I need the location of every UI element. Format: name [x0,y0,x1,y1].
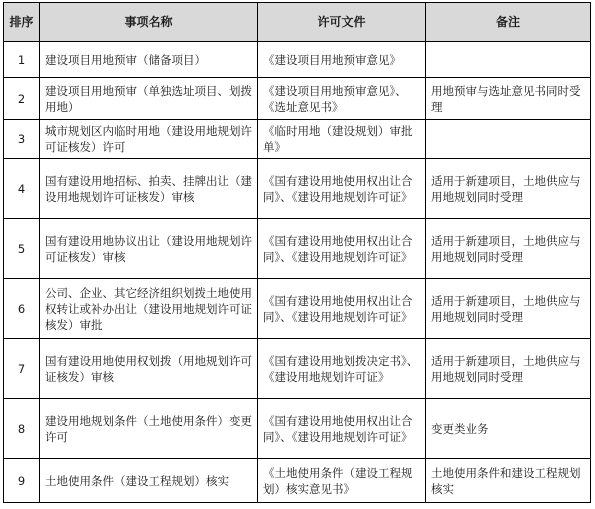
header-rank: 排序 [4,3,40,42]
item-name: 国有建设用地招标、拍卖、挂牌出让（建设用地规划许可证核发）审核 [40,159,258,219]
table-row [4,459,591,503]
row-number: 3 [4,120,40,159]
remarks: 适用于新建项目，土地供应与用地规划同时受理 [426,279,591,339]
header-remarks: 备注 [426,3,591,42]
remarks: 用地预审与选址意见书同时受理 [426,78,591,120]
permit-document: 《土地使用条件（建设工程规划）核实意见书》 [258,459,426,503]
row-number: 4 [4,159,40,219]
remarks: 适用于新建项目，土地供应与用地规划同时受理 [426,219,591,279]
permit-document: 《国有建设用地使用权出让合同》、《建设用地规划许可证》 [258,399,426,459]
remarks [426,42,591,78]
table-row [4,42,591,78]
permit-document: 《国有建设用地使用权出让合同》、《建设用地规划许可证》 [258,219,426,279]
row-number: 1 [4,42,40,78]
item-name: 国有建设用地协议出让（建设用地规划许可证核发）审核 [40,219,258,279]
table-row [4,159,591,219]
row-number: 5 [4,219,40,279]
item-name: 公司、企业、其它经济组织划拨土地使用权转让或补办出让（建设用地规划许可证核发）审批 [40,279,258,339]
row-number: 2 [4,78,40,120]
permit-items-table [3,2,591,503]
permit-document: 《国有建设用地使用权出让合同》、《建设用地规划许可证》 [258,279,426,339]
remarks: 变更类业务 [426,399,591,459]
table-row [4,399,591,459]
item-name: 土地使用条件（建设工程规划）核实 [40,459,258,503]
table-row [4,279,591,339]
table-row [4,339,591,399]
header-permit-document: 许可文件 [258,3,426,42]
table-row [4,78,591,120]
item-name: 建设项目用地预审（单独选址项目、划拨用地） [40,78,258,120]
permit-document: 《临时用地（建设规划）审批单》 [258,120,426,159]
remarks: 适用于新建项目，土地供应与用地规划同时受理 [426,339,591,399]
row-number: 9 [4,459,40,503]
item-name: 建设项目用地预审（储备项目） [40,42,258,78]
permit-document: 《国有建设用地划拨决定书》、《建设用地规划许可证》 [258,339,426,399]
permit-document: 《国有建设用地使用权出让合同》、《建设用地规划许可证》 [258,159,426,219]
item-name: 城市规划区内临时用地（建设用地规划许可证核发）许可 [40,120,258,159]
remarks: 适用于新建项目，土地供应与用地规划同时受理 [426,159,591,219]
permit-document: 《建设项目用地预审意见》、《选址意见书》 [258,78,426,120]
row-number: 8 [4,399,40,459]
row-number: 7 [4,339,40,399]
table-row [4,219,591,279]
item-name: 国有建设用地使用权划拨（用地规划许可证核发）审核 [40,339,258,399]
header-row [4,3,591,42]
remarks: 土地使用条件和建设工程规划核实 [426,459,591,503]
table-row [4,120,591,159]
header-item-name: 事项名称 [40,3,258,42]
row-number: 6 [4,279,40,339]
remarks [426,120,591,159]
permit-document: 《建设项目用地预审意见》 [258,42,426,78]
item-name: 建设用地规划条件（土地使用条件）变更许可 [40,399,258,459]
